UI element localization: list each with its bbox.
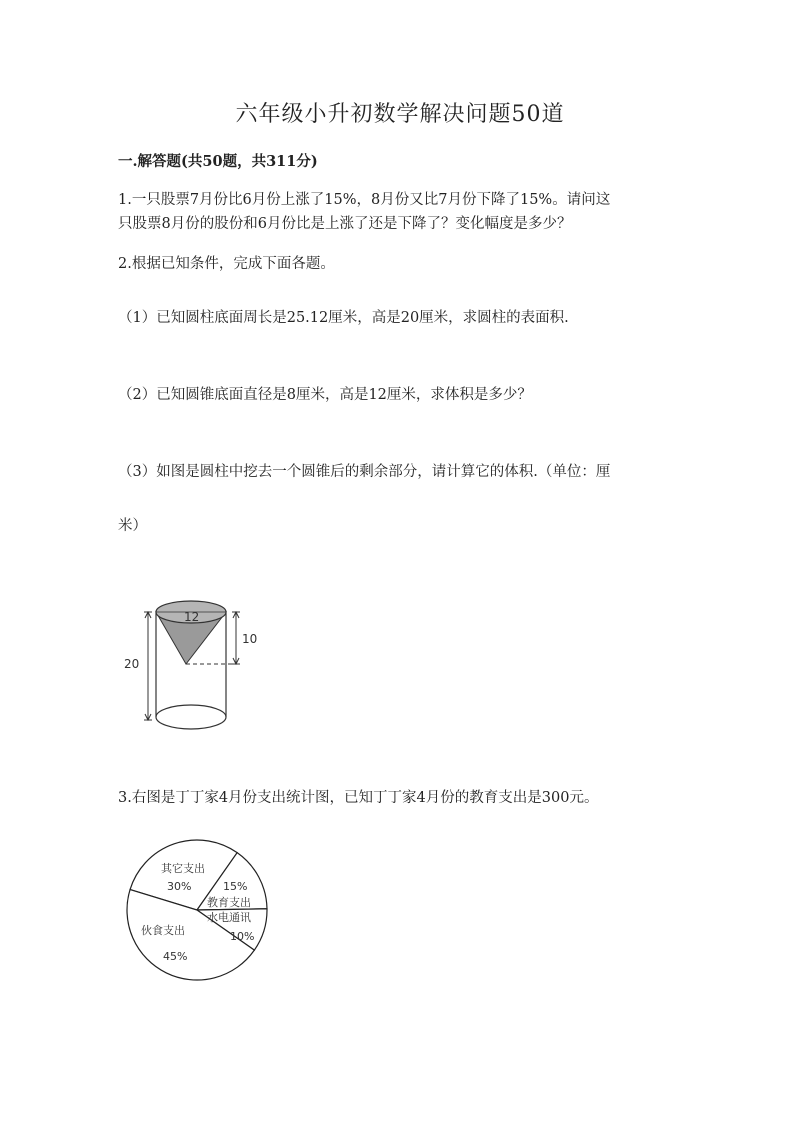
pie-slice-value-label: 15%	[223, 880, 248, 893]
q2-intro: 2.根据已知条件，完成下面各题。	[118, 256, 335, 272]
section-heading: 一.解答题(共50题，共311分)	[118, 153, 318, 170]
page-title: 六年级小升初数学解决问题50道	[235, 102, 565, 127]
q2-part1: （1）已知圆柱底面周长是25.12厘米，高是20厘米，求圆柱的表面积.	[118, 310, 569, 326]
pie-slice-label: 伙食支出	[141, 924, 185, 937]
cylinder-height-label: 20	[124, 657, 140, 671]
pie-slice-value-label: 30%	[167, 880, 192, 893]
pie-chart	[125, 838, 285, 988]
cone-height-label: 10	[242, 632, 258, 646]
cylinder-bottom	[156, 705, 226, 729]
q2-part3-line1: （3）如图是圆柱中挖去一个圆锥后的剩余部分，请计算它的体积.（单位：厘	[118, 464, 611, 480]
pie-slice-value-label: 10%	[230, 930, 255, 943]
q1-line2: 只股票8月份的股份和6月份比是上涨了还是下降了？变化幅度是多少？	[118, 216, 572, 232]
q2-part2: （2）已知圆锥底面直径是8厘米，高是12厘米，求体积是多少？	[118, 387, 532, 403]
pie-slice-value-label: 45%	[163, 950, 188, 963]
cylinder-cone-figure	[118, 590, 278, 740]
q1-line1: 1.一只股票7月份比6月份上涨了15%，8月份又比7月份下降了15%。请问这	[118, 192, 611, 208]
pie-slice-label: 教育支出	[207, 896, 251, 909]
pie-slice-label: 水电通讯	[207, 911, 251, 924]
q3-text: 3.右图是丁丁家4月份支出统计图，已知丁丁家4月份的教育支出是300元。	[118, 790, 599, 806]
diameter-label: 12	[184, 610, 200, 624]
q2-part3-line2: 米）	[118, 518, 147, 534]
pie-slice-label: 其它支出	[161, 862, 205, 875]
pie-slices	[127, 840, 267, 980]
